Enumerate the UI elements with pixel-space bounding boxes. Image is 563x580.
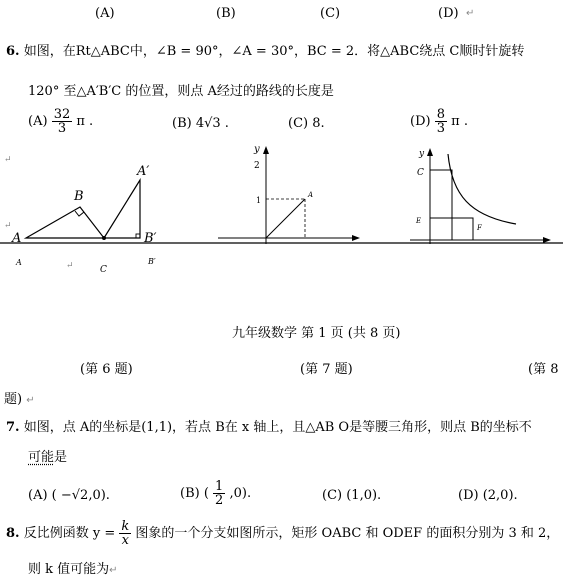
q6-option-a: [28, 108, 93, 135]
fig7-label-1: 1: [256, 196, 262, 205]
top-option-d: (D): [438, 6, 459, 21]
return-mark: ↵: [26, 395, 35, 406]
return-mark: ↵: [466, 8, 475, 19]
q8-fraction: [119, 520, 131, 547]
figure-7: [218, 144, 360, 244]
q7-option-b-post: ,0).: [229, 486, 252, 501]
q6-option-d-fraction: [435, 108, 447, 135]
caption-fig8-tail: 题): [4, 392, 23, 407]
caption-fig7: (第 7 题): [300, 362, 353, 377]
q8-number: 8.: [6, 526, 20, 541]
q6-option-d-tail: π .: [451, 114, 468, 129]
fig7-x-arrow: [352, 235, 360, 241]
label-b-small: B′: [148, 257, 156, 266]
q6-option-d: [410, 108, 468, 135]
label-a: A: [12, 231, 22, 246]
fig8-y-arrow: [427, 148, 433, 156]
q6-option-a-den: 3: [57, 121, 67, 136]
q8-text-pre: 反比例函数 y =: [23, 526, 116, 541]
q7-number: 7.: [6, 420, 20, 435]
fig8-label-c: C: [417, 168, 424, 178]
q6-option-a-num: 32: [53, 107, 71, 122]
q6-line1: [6, 40, 524, 59]
fig8-hyperbola: [448, 154, 516, 224]
right-angle-b: [75, 211, 84, 216]
q6-option-a-fraction: [52, 108, 73, 135]
figure-8: [410, 148, 551, 244]
figures-svg: [0, 140, 563, 280]
fig8-label-y: y: [419, 149, 425, 159]
fig7-label-y: y: [254, 144, 260, 155]
page-footer: 九年级数学 第 1 页 (共 8 页): [232, 326, 401, 341]
triangle-abc: [26, 207, 104, 238]
fig7-segment-oa: [266, 199, 305, 238]
fig8-label-e: E: [416, 217, 422, 225]
return-mark-fig6a: ↵: [4, 155, 12, 165]
q8-fraction-num: k: [121, 519, 130, 534]
caption-fig8: (第 8: [528, 362, 559, 377]
q8-text-post: 图象的一个分支如图所示，矩形 OABC 和 ODEF 的面积分别为 3 和 2，: [135, 526, 560, 541]
q7-text-2: 是: [54, 450, 68, 465]
q6-text-1: 如图，在Rt△ABC中，∠B = 90°，∠A = 30°，BC = 2．将△ABC绕点 C顺时针旋转: [23, 44, 525, 59]
fig7-label-a: A: [308, 191, 314, 199]
q7-line2: [28, 446, 67, 465]
q7-option-b-den: 2: [215, 493, 224, 508]
point-c: [102, 236, 106, 240]
q6-option-a-label: (A): [28, 114, 48, 129]
return-mark-fig6b: ↵: [4, 221, 12, 231]
q8-text-2: 则 k 值可能为: [28, 562, 110, 577]
q6-option-a-tail: π .: [76, 114, 94, 129]
q6-option-d-label: (D): [410, 114, 431, 129]
fig8-x-arrow: [543, 237, 551, 243]
q8-fraction-den: x: [121, 533, 129, 548]
caption-fig6: (第 6 题): [80, 362, 133, 377]
q6-number: 6.: [6, 44, 20, 59]
fig7-label-2: 2: [254, 161, 260, 171]
label-a-prime: A′: [137, 164, 150, 179]
q7-option-b-fraction: [213, 480, 225, 507]
fig7-y-arrow: [263, 146, 269, 154]
figure-6: [4, 155, 157, 275]
top-option-a: (A): [95, 6, 115, 21]
q7-option-a: (A) ( −√2,0).: [28, 488, 110, 503]
q6-line2: 120° 至△A′B′C 的位置，则点 A经过的路线的长度是: [28, 84, 334, 99]
q7-line1: [6, 416, 532, 435]
q7-option-b-pre: (B) (: [180, 486, 209, 501]
return-mark-fig6c: ↵: [66, 261, 74, 271]
top-option-c: (C): [320, 6, 341, 21]
q7-emphasis: 可能: [28, 450, 55, 465]
return-mark: ↵: [109, 565, 118, 576]
label-a-small: A: [16, 258, 22, 267]
q7-option-b-num: 1: [215, 479, 224, 494]
q6-option-d-den: 3: [436, 121, 445, 136]
triangle-a2b2c: [104, 180, 140, 238]
fig8-label-f: F: [477, 224, 482, 232]
q7-option-d: (D) (2,0).: [458, 488, 518, 503]
q7-text-1: 如图，点 A的坐标是(1,1)，若点 B在 x 轴上，且△AB O是等腰三角形，则点 B的坐标不: [23, 420, 532, 435]
q7-option-c: (C) (1,0).: [322, 488, 382, 503]
q6-option-c: (C) 8.: [288, 116, 325, 131]
q8-line2: [28, 558, 118, 577]
q6-option-d-num: 8: [436, 107, 445, 122]
label-b: B: [74, 189, 84, 204]
rect-oabc: [430, 170, 452, 240]
q7-option-b: [180, 480, 251, 507]
caption-fig8-cont: [4, 388, 35, 407]
q8-line1: [6, 520, 559, 547]
top-option-b: (B): [216, 6, 236, 21]
q6-option-b: (B) 4√3 .: [172, 116, 229, 131]
label-c-small: C: [100, 265, 107, 275]
label-b-prime: B′: [144, 231, 157, 246]
